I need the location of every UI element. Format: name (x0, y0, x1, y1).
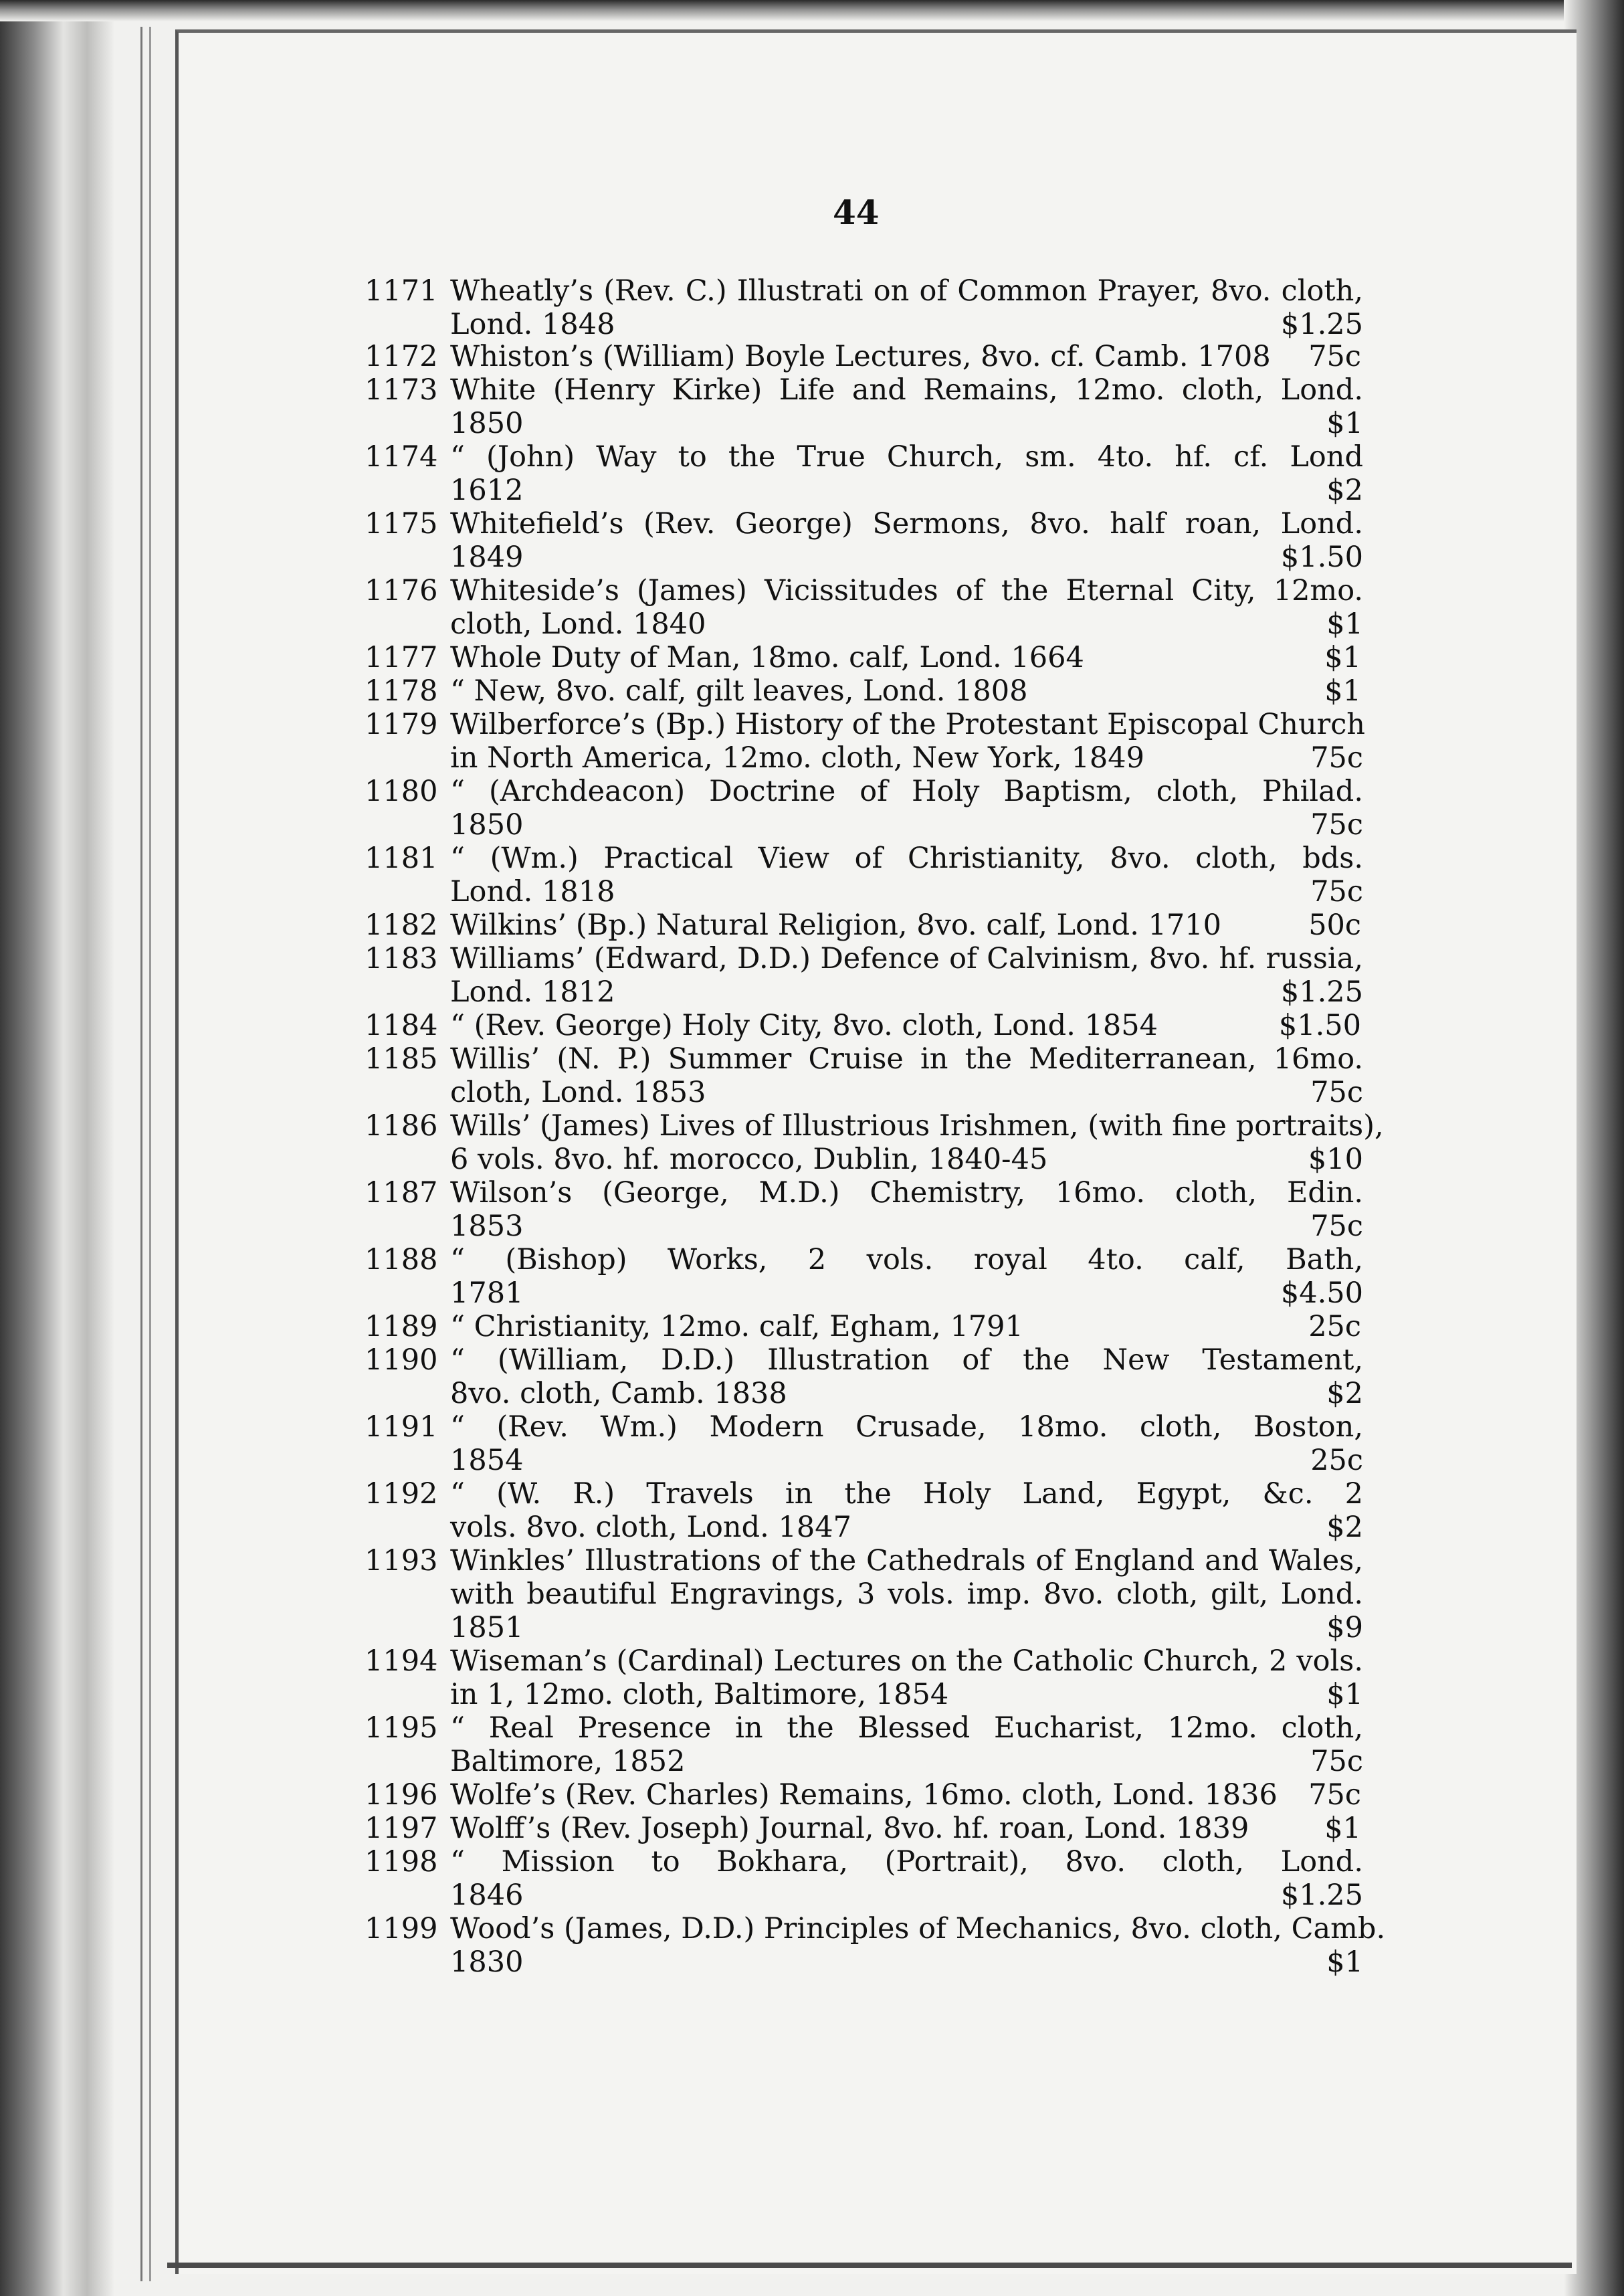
entry-price: 75c (1310, 1076, 1363, 1109)
entry-price: $1 (1326, 407, 1363, 440)
entry-price: $9 (1326, 1611, 1363, 1644)
entry-title-line: “ (W. R.) Travels in the Holy Land, Egypt, &c. 2 (450, 1477, 1363, 1511)
entry-price: $1.50 (1280, 541, 1363, 574)
entry-title-line: Wood’s (James, D.D.) Principles of Mechanics, 8vo. cloth, Camb. (450, 1912, 1386, 1945)
entry-continuation: Lond. 1818 (450, 875, 615, 908)
entry-continuation: 1846 (450, 1879, 524, 1912)
entry-title-line: “ Real Presence in the Blessed Eucharist, 12mo. cloth, (450, 1711, 1363, 1745)
entry-title-line: Willis’ (N. P.) Summer Cruise in the Mediterranean, 16mo. (450, 1042, 1363, 1076)
entry-title-line: Whole Duty of Man, 18mo. calf, Lond. 1664 (450, 641, 1084, 674)
catalogue-entry (365, 775, 1361, 842)
entry-title-line: Wiseman’s (Cardinal) Lectures on the Catholic Church, 2 vols. (450, 1644, 1363, 1678)
catalogue-entry (365, 1343, 1361, 1410)
entry-number: 1178 (365, 674, 438, 708)
entry-continuation: 1849 (450, 541, 524, 574)
entry-number: 1182 (365, 908, 438, 942)
entry-number: 1173 (365, 373, 438, 407)
entry-price: $1 (1324, 641, 1361, 674)
catalogue-entry (365, 1477, 1361, 1544)
entry-title-line: “ (Rev. George) Holy City, 8vo. cloth, Lond. 1854 (450, 1009, 1158, 1042)
entry-price: 75c (1310, 741, 1363, 775)
entry-title-line: Wills’ (James) Lives of Illustrious Irishmen, (with fine portraits), (450, 1109, 1384, 1143)
entry-title-line: “ (Bishop) Works, 2 vols. royal 4to. calf, Bath, (450, 1243, 1363, 1276)
entry-price: $1.25 (1280, 1879, 1363, 1912)
entry-price: $1 (1326, 1945, 1363, 1979)
entry-title-line: “ (Wm.) Practical View of Christianity, 8vo. cloth, bds. (450, 842, 1363, 875)
entry-title-line: Wilberforce’s (Bp.) History of the Protestant Episcopal Church (450, 708, 1365, 741)
catalogue-entry (365, 1544, 1361, 1644)
entry-title-line: “ (Rev. Wm.) Modern Crusade, 18mo. cloth, Boston, (450, 1410, 1363, 1444)
entry-continuation: in 1, 12mo. cloth, Baltimore, 1854 (450, 1678, 949, 1711)
catalogue-page (365, 0, 1386, 2296)
page-number: 44 (833, 193, 880, 232)
entry-number: 1184 (365, 1009, 438, 1042)
entry-title-line: Wolfe’s (Rev. Charles) Remains, 16mo. cloth, Lond. 1836 (450, 1778, 1278, 1812)
entry-number: 1179 (365, 708, 438, 741)
entry-continuation: 1851 (450, 1611, 524, 1644)
entry-price: $4.50 (1280, 1276, 1363, 1310)
entry-continuation: 1781 (450, 1276, 524, 1310)
entry-price: 25c (1308, 1310, 1361, 1343)
entry-number: 1176 (365, 574, 438, 607)
entry-price: $1 (1326, 607, 1363, 641)
entry-title-line: Wheatly’s (Rev. C.) Illustrati on of Common Prayer, 8vo. cloth, (450, 274, 1363, 308)
catalogue-entry (365, 1912, 1386, 1979)
entry-price: 75c (1308, 340, 1361, 373)
entry-title-line: White (Henry Kirke) Life and Remains, 12mo. cloth, Lond. (450, 373, 1363, 407)
entry-title-line: “ New, 8vo. calf, gilt leaves, Lond. 1808 (450, 674, 1028, 708)
entry-number: 1175 (365, 507, 438, 541)
entry-number: 1190 (365, 1343, 438, 1377)
entry-continuation: 1612 (450, 474, 524, 507)
entry-price: $2 (1326, 474, 1363, 507)
entry-price: $1.25 (1280, 975, 1363, 1009)
entry-continuation: in North America, 12mo. cloth, New York, 1849 (450, 741, 1144, 775)
entry-continuation: Baltimore, 1852 (450, 1745, 686, 1778)
entry-price: $1 (1324, 1812, 1361, 1845)
entry-number: 1174 (365, 440, 438, 474)
catalogue-entry (365, 708, 1365, 775)
catalogue-entry (365, 1778, 1361, 1812)
entry-price: $10 (1308, 1143, 1363, 1176)
entry-number: 1188 (365, 1243, 438, 1276)
entry-title-line: with beautiful Engravings, 3 vols. imp. 8vo. cloth, gilt, Lond. (450, 1577, 1363, 1611)
entry-price: $1.50 (1278, 1009, 1361, 1042)
entry-price: 75c (1308, 1778, 1361, 1812)
entry-number: 1181 (365, 842, 438, 875)
catalogue-entry (365, 574, 1361, 641)
entry-continuation: 8vo. cloth, Camb. 1838 (450, 1377, 787, 1410)
entry-price: 50c (1308, 908, 1361, 942)
entry-continuation: Lond. 1848 (450, 308, 615, 341)
entry-continuation: 1854 (450, 1444, 524, 1477)
entry-price: 75c (1310, 808, 1363, 842)
entry-continuation: 1830 (450, 1945, 524, 1979)
entry-number: 1191 (365, 1410, 438, 1444)
catalogue-entry (365, 641, 1361, 674)
entry-continuation: 1850 (450, 808, 524, 842)
entry-number: 1177 (365, 641, 438, 674)
entry-continuation: 1853 (450, 1210, 524, 1243)
entry-price: 75c (1310, 875, 1363, 908)
catalogue-entry (365, 373, 1361, 440)
entry-continuation: Lond. 1812 (450, 975, 615, 1009)
entry-price: 75c (1310, 1210, 1363, 1243)
entry-title-line: Whitefield’s (Rev. George) Sermons, 8vo. half roan, Lond. (450, 507, 1363, 541)
scan-left-edge (0, 0, 114, 2296)
catalogue-entry (365, 440, 1361, 507)
entry-price: $1.25 (1280, 308, 1363, 341)
entry-title-line: “ Christianity, 12mo. calf, Egham, 1791 (450, 1310, 1023, 1343)
catalogue-entry (365, 1009, 1361, 1042)
catalogue-entry (365, 1310, 1361, 1343)
entry-continuation: vols. 8vo. cloth, Lond. 1847 (450, 1511, 851, 1544)
catalogue-entry (365, 274, 1361, 341)
entry-number: 1196 (365, 1778, 438, 1812)
entry-price: 25c (1310, 1444, 1363, 1477)
entry-continuation: 1850 (450, 407, 524, 440)
entry-title-line: Wolff’s (Rev. Joseph) Journal, 8vo. hf. roan, Lond. 1839 (450, 1812, 1249, 1845)
entry-title-line: Whiston’s (William) Boyle Lectures, 8vo. cf. Camb. 1708 (450, 340, 1271, 373)
entry-number: 1198 (365, 1845, 438, 1879)
entry-title-line: Wilson’s (George, M.D.) Chemistry, 16mo. cloth, Edin. (450, 1176, 1363, 1210)
entry-continuation: cloth, Lond. 1853 (450, 1076, 706, 1109)
entry-price: $1 (1324, 674, 1361, 708)
entry-number: 1185 (365, 1042, 438, 1076)
catalogue-entry (365, 908, 1361, 942)
entry-title-line: Whiteside’s (James) Vicissitudes of the Eternal City, 12mo. (450, 574, 1363, 607)
catalogue-entry (365, 1109, 1384, 1176)
entry-continuation: cloth, Lond. 1840 (450, 607, 706, 641)
catalogue-entry (365, 842, 1361, 908)
entry-continuation: 6 vols. 8vo. hf. morocco, Dublin, 1840-45 (450, 1143, 1048, 1176)
entry-number: 1197 (365, 1812, 438, 1845)
entry-number: 1187 (365, 1176, 438, 1210)
entry-number: 1171 (365, 274, 438, 308)
entry-number: 1192 (365, 1477, 438, 1511)
catalogue-entry (365, 1042, 1361, 1109)
catalogue-entry (365, 674, 1361, 708)
entry-number: 1180 (365, 775, 438, 808)
catalogue-entry (365, 1410, 1361, 1477)
entry-price: $1 (1326, 1678, 1363, 1711)
entry-number: 1193 (365, 1544, 438, 1577)
binding-edge (140, 27, 151, 2281)
catalogue-entry (365, 1845, 1361, 1912)
catalogue-entry (365, 1243, 1361, 1310)
catalogue-entry (365, 942, 1361, 1009)
entry-number: 1183 (365, 942, 438, 975)
entry-title-line: Winkles’ Illustrations of the Cathedrals of England and Wales, (450, 1544, 1363, 1577)
entry-title-line: “ (Archdeacon) Doctrine of Holy Baptism, cloth, Philad. (450, 775, 1363, 808)
catalogue-entry (365, 340, 1361, 373)
catalogue-entry (365, 507, 1361, 574)
catalogue-entry (365, 1711, 1361, 1778)
catalogue-entry (365, 1176, 1361, 1243)
catalogue-entry (365, 1644, 1361, 1711)
entry-number: 1194 (365, 1644, 438, 1678)
catalogue-entry (365, 1812, 1361, 1845)
entry-title-line: Williams’ (Edward, D.D.) Defence of Calvinism, 8vo. hf. russia, (450, 942, 1363, 975)
entry-title-line: “ (John) Way to the True Church, sm. 4to. hf. cf. Lond (450, 440, 1363, 474)
entry-title-line: Wilkins’ (Bp.) Natural Religion, 8vo. calf, Lond. 1710 (450, 908, 1221, 942)
entry-title-line: “ Mission to Bokhara, (Portrait), 8vo. cloth, Lond. (450, 1845, 1363, 1879)
entry-price: 75c (1310, 1745, 1363, 1778)
entry-number: 1189 (365, 1310, 438, 1343)
entry-title-line: “ (William, D.D.) Illustration of the New Testament, (450, 1343, 1363, 1377)
entry-number: 1195 (365, 1711, 438, 1745)
entry-number: 1186 (365, 1109, 438, 1143)
entry-price: $2 (1326, 1511, 1363, 1544)
entry-number: 1172 (365, 340, 438, 373)
entry-number: 1199 (365, 1912, 438, 1945)
entry-price: $2 (1326, 1377, 1363, 1410)
